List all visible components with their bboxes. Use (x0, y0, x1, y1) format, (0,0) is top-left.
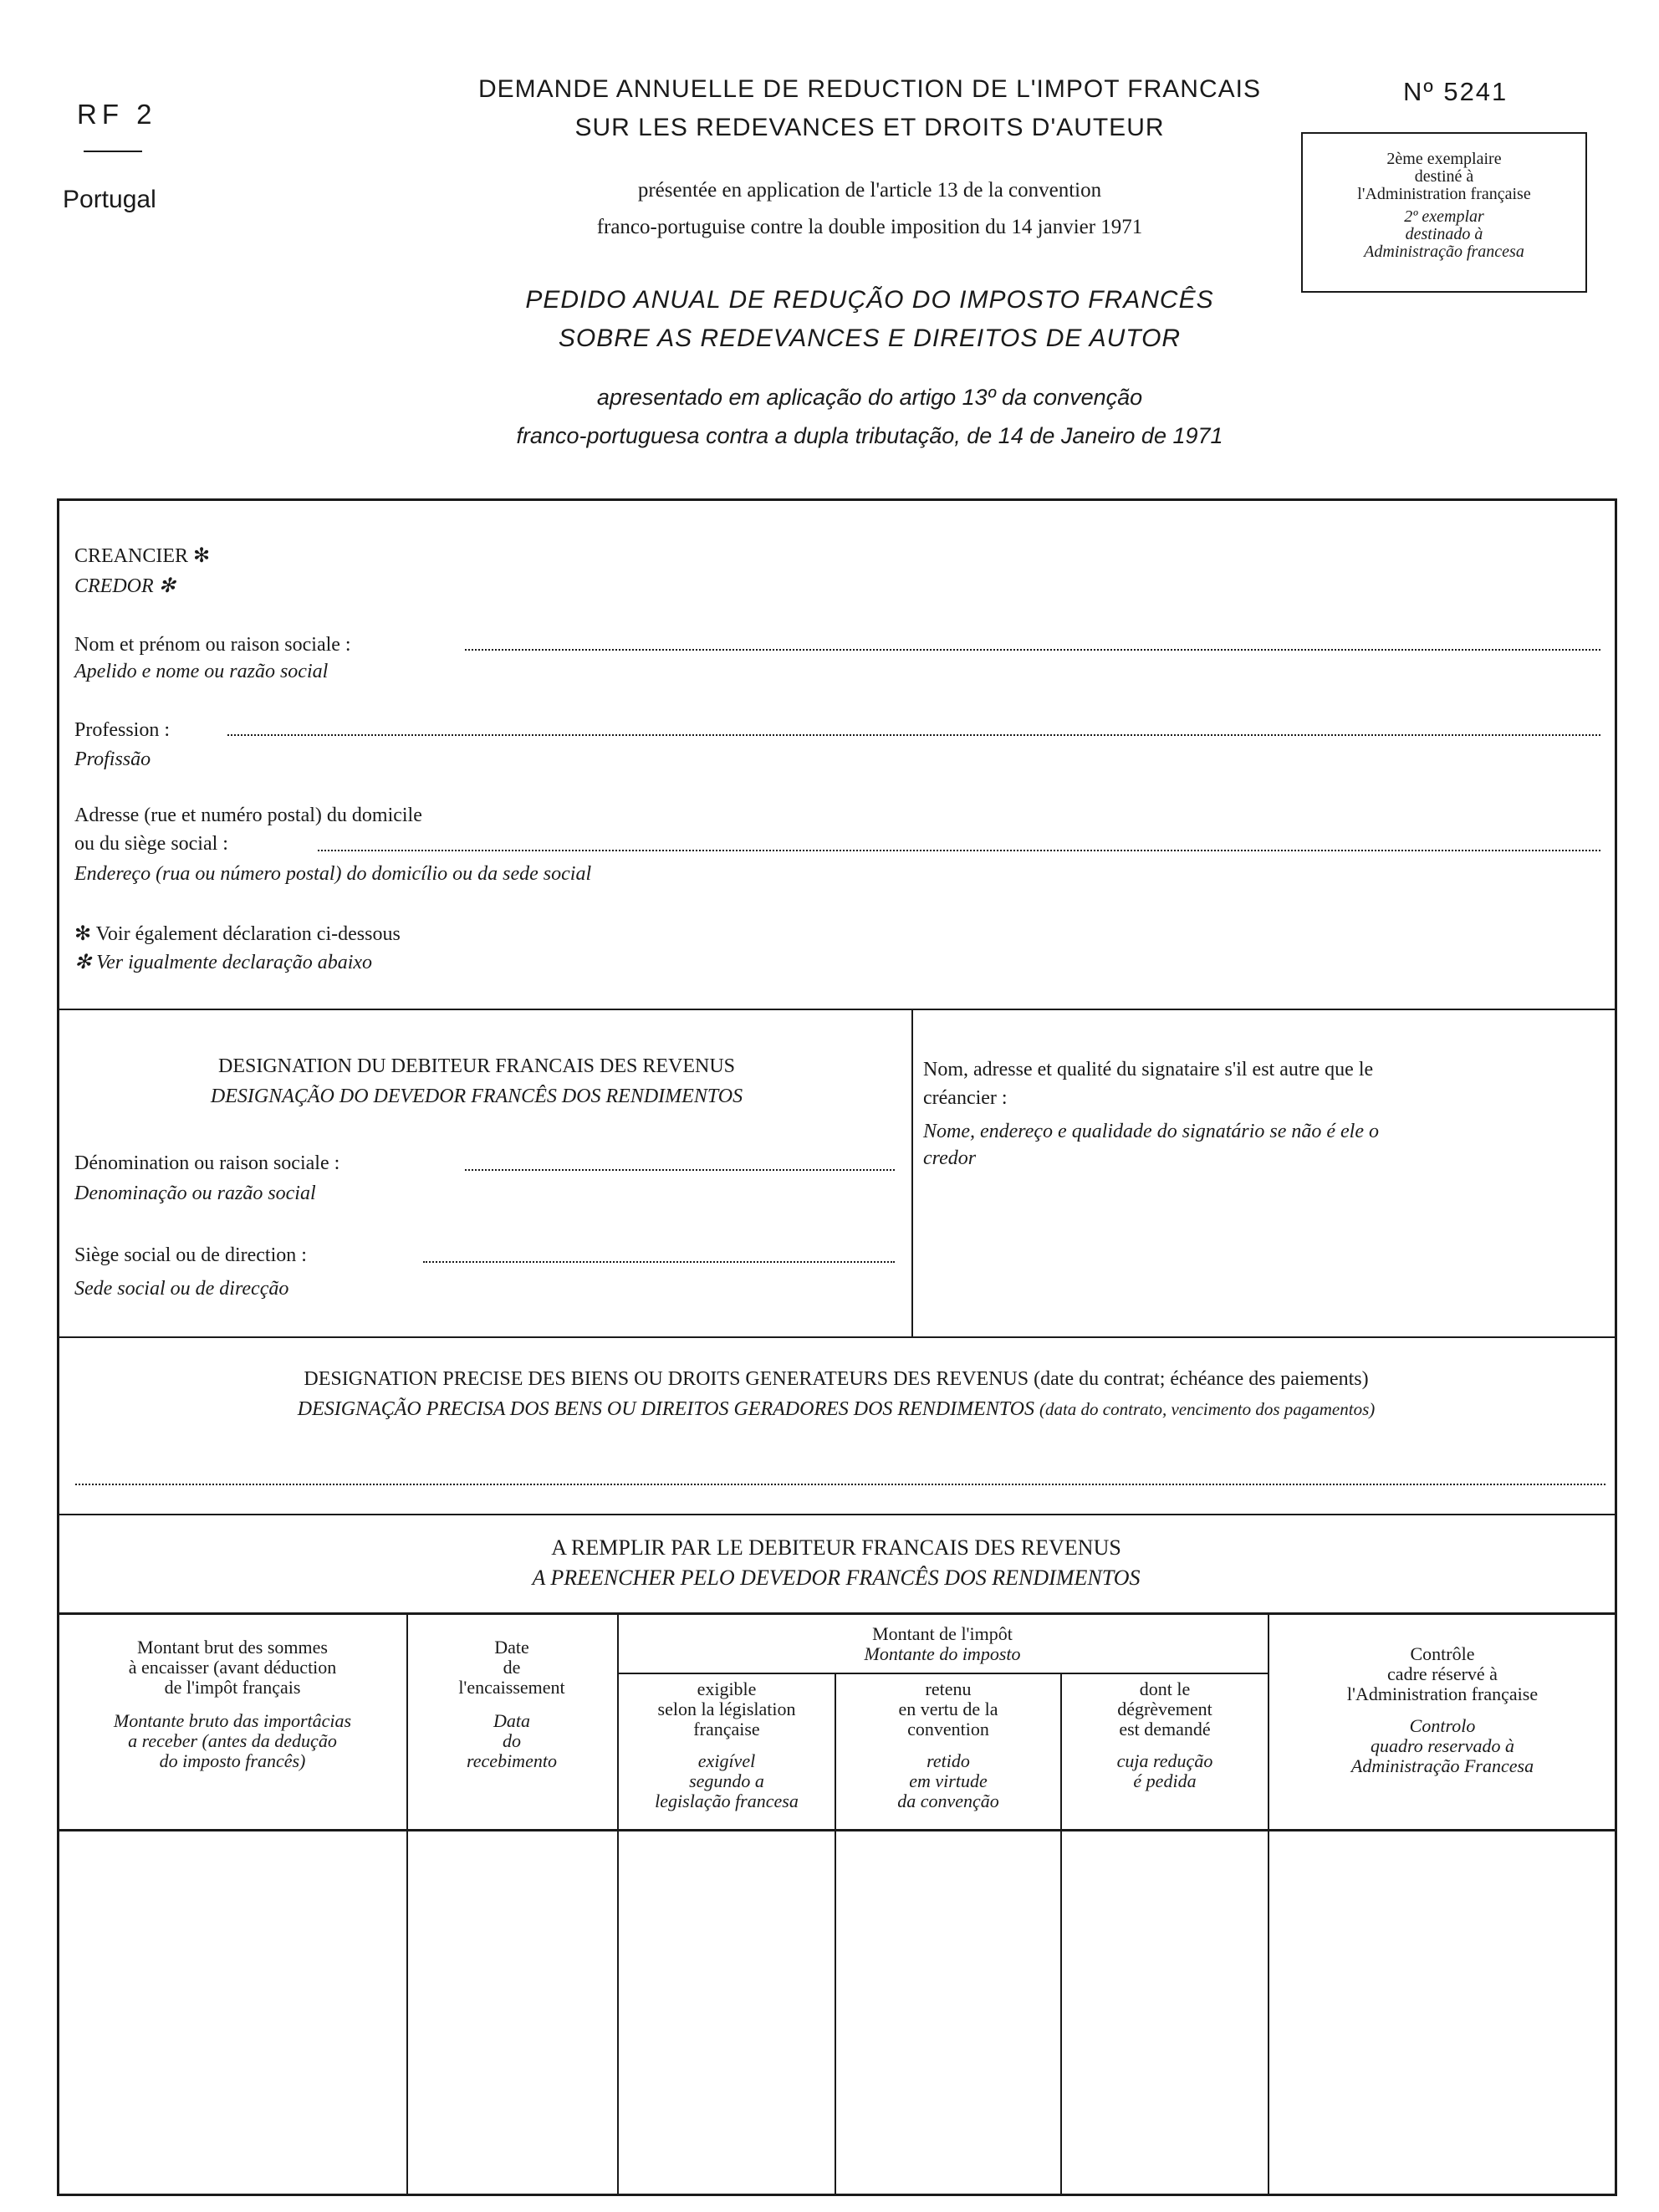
control-fr-line3: l'Administration française (1346, 1683, 1539, 1704)
title-pt-line1: PEDIDO ANUAL DE REDUÇÃO DO IMPOSTO FRANCÊS (525, 286, 1214, 314)
column-rule-5 (1268, 1612, 1269, 2196)
creditor-name-label-fr: Nom et prénom ou raison sociale : (74, 634, 351, 656)
subtitle-fr (351, 172, 1388, 246)
creditor-profession-label-pt: Profissão (74, 748, 151, 770)
property-heading-fr-main: DESIGNATION PRECISE DES BIENS OU DROITS GENERATEURS DES REVENUS (304, 1368, 1029, 1390)
subtitle-pt-line1: apresentado em aplicação do artigo 13º da convenção (596, 385, 1143, 410)
debtor-seat-label-pt: Sede social ou de direcção (74, 1278, 289, 1300)
property-heading-pt-main: DESIGNAÇÃO PRECISA DOS BENS OU DIREITOS GERADORES DOS RENDIMENTOS (297, 1398, 1034, 1420)
signatory-label-pt-line2: credor (923, 1147, 977, 1169)
signatory-field[interactable] (916, 1179, 1611, 1330)
gross-pt-line3: do imposto francês) (159, 1750, 306, 1771)
date-fr-line3: l'encaissement (458, 1677, 565, 1698)
retenu-pt-line3: da convenção (897, 1791, 999, 1811)
control-fr-line1: Contrôle (1410, 1643, 1475, 1664)
date-fr-line1: Date (494, 1637, 529, 1658)
column-rule-2 (617, 1612, 619, 2196)
creditor-profession-field[interactable] (227, 734, 1600, 736)
creditor-name-label-pt: Apelido e nome ou razão social (74, 661, 329, 682)
creditor-name-field[interactable] (465, 649, 1600, 651)
degrevement-pt-line2: é pedida (1133, 1770, 1197, 1791)
column-header-administration-control (1271, 1644, 1614, 1776)
degrevement-pt-line1: cuja redução (1116, 1750, 1213, 1771)
gross-fr-line1: Montant brut des sommes (137, 1637, 328, 1658)
creditor-note-pt: ✻ Ver igualmente declaração abaixo (74, 952, 373, 973)
title-pt-line2: SOBRE AS REDEVANCES E DIREITOS DE AUTOR (558, 324, 1182, 352)
country-label: Portugal (63, 186, 156, 213)
document-number: Nº 5241 (1403, 77, 1508, 106)
creditor-profession-label-fr: Profession : (74, 719, 170, 741)
retenu-fr-line1: retenu (925, 1678, 972, 1699)
tax-withheld-cell[interactable] (838, 1833, 1059, 2193)
title-fr (351, 70, 1388, 147)
divider-property-table (57, 1514, 1617, 1515)
form-code-underline (84, 151, 142, 152)
column-header-relief-requested (1064, 1679, 1266, 1791)
gross-pt-line1: Montante bruto das importâcias (113, 1710, 352, 1731)
column-header-tax-due (620, 1679, 833, 1811)
control-pt-line3: Administração Francesa (1350, 1755, 1534, 1776)
title-fr-line1: DEMANDE ANNUELLE DE REDUCTION DE L'IMPOT FRANCAIS (478, 75, 1261, 103)
relief-requested-cell[interactable] (1064, 1833, 1266, 2193)
copy-pt-line3: Administração francesa (1364, 243, 1524, 261)
copy-fr-line1: 2ème exemplaire (1386, 150, 1502, 168)
divider-debtor-property (57, 1336, 1617, 1338)
property-description-field[interactable] (75, 1484, 1605, 1485)
debtor-seat-field[interactable] (423, 1261, 895, 1263)
debtor-seat-label-fr: Siège social ou de direction : (74, 1244, 307, 1266)
table-header-top-rule (57, 1612, 1617, 1615)
degrevement-fr-line2: dégrèvement (1117, 1699, 1212, 1719)
debtor-denomination-label-pt: Denominação ou razão social (74, 1183, 316, 1204)
exigible-fr-line2: selon la législation (657, 1699, 796, 1719)
date-pt-line2: do (503, 1730, 521, 1751)
creditor-note-fr: ✻ Voir également déclaration ci-dessous (74, 923, 401, 945)
debtor-heading-fr: DESIGNATION DU DEBITEUR FRANCAIS DES REVENUS (217, 1055, 735, 1077)
table-heading-pt: A PREENCHER PELO DEVEDOR FRANCÊS DOS RENDIMENTOS (532, 1566, 1141, 1590)
creditor-heading-fr: CREANCIER ✻ (74, 545, 211, 567)
control-fr-line2: cadre réservé à (1387, 1663, 1498, 1684)
exigible-pt-line2: segundo a (689, 1770, 764, 1791)
debtor-heading-pt: DESIGNAÇÃO DO DEVEDOR FRANCÊS DOS RENDIMENTOS (210, 1086, 743, 1107)
exigible-pt-line1: exigível (697, 1750, 756, 1771)
property-heading-pt-paren: (data do contrato, vencimento dos pagamentos) (1039, 1399, 1376, 1419)
property-heading-fr-paren: (date du contrat; échéance des paiements) (1034, 1368, 1369, 1390)
column-header-date (410, 1637, 614, 1771)
table-heading-fr: A REMPLIR PAR LE DEBITEUR FRANCAIS DES REVENUS (551, 1535, 1121, 1560)
copy-fr-line2: destiné à (1414, 167, 1474, 186)
copy-destination-box (1301, 132, 1587, 293)
column-rule-1 (406, 1612, 408, 2196)
creditor-address-field[interactable] (318, 850, 1600, 851)
debtor-denomination-label-fr: Dénomination ou raison sociale : (74, 1152, 340, 1174)
property-heading-fr (67, 1368, 1605, 1391)
degrevement-fr-line3: est demandé (1119, 1719, 1211, 1739)
subtitle-pt-line2: franco-portuguesa contra a dupla tributação, de 14 de Janeiro de 1971 (516, 423, 1223, 448)
debtor-signatory-divider (911, 1009, 913, 1336)
creditor-address-label-fr-line2: ou du siège social : (74, 833, 228, 855)
title-fr-line2: SUR LES REDEVANCES ET DROITS D'AUTEUR (574, 114, 1165, 141)
exigible-pt-line3: legislação francesa (655, 1791, 799, 1811)
tax-group-pt: Montante do imposto (864, 1643, 1021, 1664)
column-header-tax-withheld (838, 1679, 1059, 1811)
gross-pt-line2: a receber (antes da dedução (128, 1730, 337, 1751)
retenu-pt-line2: em virtude (909, 1770, 988, 1791)
title-pt (351, 281, 1388, 358)
property-heading-pt (67, 1398, 1605, 1421)
date-pt-line3: recebimento (467, 1750, 557, 1771)
subtitle-fr-line1: présentée en application de l'article 13 de la convention (637, 179, 1102, 202)
date-cell[interactable] (410, 1833, 615, 2193)
retenu-pt-line1: retido (926, 1750, 970, 1771)
signatory-label-pt-line1: Nome, endereço e qualidade do signatário se não é ele o (923, 1121, 1379, 1142)
debtor-denomination-field[interactable] (465, 1169, 895, 1171)
copy-pt-line2: destinado à (1405, 225, 1483, 243)
date-fr-line2: de (503, 1657, 521, 1678)
creditor-address-label-fr-line1: Adresse (rue et numéro postal) du domicile (74, 805, 422, 826)
tax-group-fr: Montant de l'impôt (872, 1623, 1013, 1644)
date-pt-line1: Data (493, 1710, 530, 1731)
control-pt-line2: quadro reservado à (1371, 1735, 1514, 1756)
creditor-heading-pt: CREDOR ✻ (74, 575, 176, 597)
subtitle-pt (351, 378, 1388, 455)
form-code: RF 2 (77, 99, 157, 130)
creditor-address-label-pt: Endereço (rua ou número postal) do domicílio ou da sede social (74, 863, 592, 885)
column-rule-3 (835, 1673, 836, 2196)
tax-due-cell[interactable] (620, 1833, 833, 2193)
subtitle-fr-line2: franco-portuguise contre la double imposition du 14 janvier 1971 (596, 216, 1143, 238)
gross-amount-cell[interactable] (60, 1833, 405, 2193)
signatory-label-fr-line2: créancier : (923, 1087, 1008, 1109)
gross-fr-line2: à encaisser (avant déduction (128, 1657, 337, 1678)
copy-fr-line3: l'Administration française (1357, 185, 1531, 203)
column-header-gross-amount (62, 1637, 403, 1771)
tax-group-underline (617, 1673, 1268, 1674)
gross-fr-line3: de l'impôt français (164, 1677, 301, 1698)
column-rule-4 (1060, 1673, 1062, 2196)
copy-pt-line1: 2º exemplar (1404, 207, 1484, 226)
exigible-fr-line3: française (693, 1719, 760, 1739)
retenu-fr-line2: en vertu de la (898, 1699, 998, 1719)
exigible-fr-line1: exigible (697, 1678, 757, 1699)
divider-creditor-debtor (57, 1009, 1617, 1010)
column-group-tax-amount (620, 1624, 1264, 1664)
retenu-fr-line3: convention (907, 1719, 989, 1739)
table-header-bottom-rule (57, 1829, 1617, 1831)
administration-control-cell[interactable] (1271, 1833, 1614, 2193)
signatory-label-fr-line1: Nom, adresse et qualité du signataire s'il est autre que le (923, 1059, 1374, 1080)
degrevement-fr-line1: dont le (1139, 1678, 1191, 1699)
control-pt-line1: Controlo (1409, 1715, 1476, 1736)
